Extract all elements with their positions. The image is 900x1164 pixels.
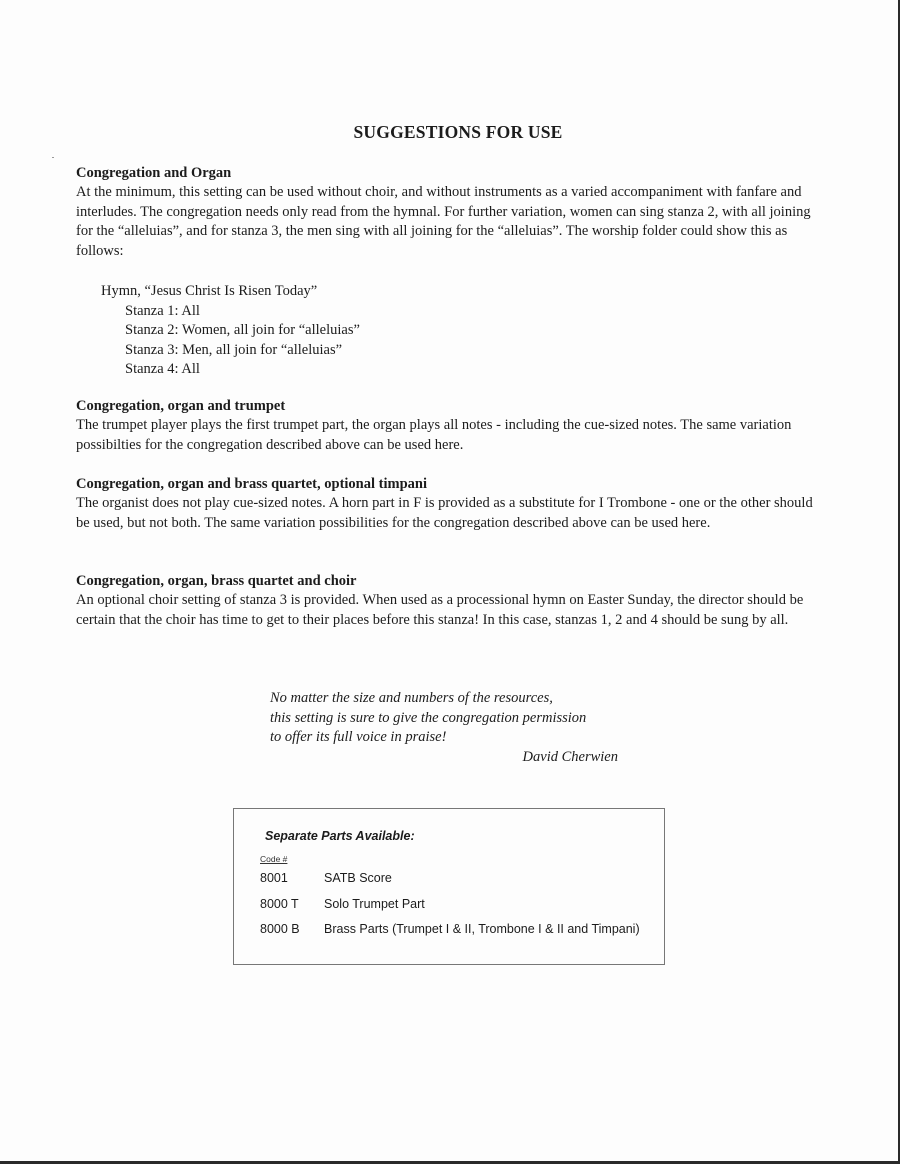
section-organ-trumpet	[76, 397, 828, 455]
section-congregation-organ	[76, 164, 828, 261]
stanza-line: Stanza 1: All	[125, 302, 200, 319]
quote-line: to offer its full voice in praise!	[270, 729, 447, 745]
part-row	[260, 871, 392, 885]
part-row	[260, 922, 640, 936]
part-code: 8000 T	[260, 897, 299, 911]
quote-line: No matter the size and numbers of the resources,	[270, 690, 553, 706]
section-brass-quartet	[76, 475, 828, 533]
closing-quote	[270, 689, 630, 767]
section-heading: Congregation, organ and trumpet	[76, 398, 286, 414]
part-code: 8001	[260, 871, 288, 885]
stanza-line: Stanza 3: Men, all join for “alleluias”	[125, 341, 343, 358]
stanza-line: Stanza 2: Women, all join for “alleluias”	[125, 322, 360, 338]
scan-speck	[52, 157, 54, 158]
part-description: Brass Parts (Trumpet I & II, Trombone I & II and Timpani)	[324, 922, 640, 936]
quote-author: David Cherwien	[522, 748, 618, 765]
part-description: SATB Score	[324, 871, 392, 885]
part-code: 8000 B	[260, 922, 300, 936]
parts-available-box	[233, 808, 665, 965]
hymn-listing	[101, 282, 360, 380]
section-heading: Congregation, organ, brass quartet and choir	[76, 573, 357, 589]
hymn-title: Hymn, “Jesus Christ Is Risen Today”	[101, 283, 318, 299]
section-body: The organist does not play cue-sized notes. A horn part in F is provided as a substitute for I Trombone - one or the other should be used, but not both. The same variation possibilities for the congregation described above can be used here.	[76, 495, 813, 531]
code-column-label: Code #	[260, 854, 288, 864]
part-row	[260, 897, 425, 911]
section-heading: Congregation, organ and brass quartet, optional timpani	[76, 476, 427, 492]
section-brass-choir	[76, 572, 828, 630]
parts-box-title: Separate Parts Available:	[265, 829, 415, 843]
section-body: An optional choir setting of stanza 3 is provided. When used as a processional hymn on Easter Sunday, the director should be certain that the choir has time to get to their places before this stanza! In this case, stanzas 1, 2 and 4 should be sung by all.	[76, 592, 804, 628]
part-description: Solo Trumpet Part	[324, 897, 425, 911]
section-body: At the minimum, this setting can be used without choir, and without instruments as a varied accompaniment with fanfare and interludes. The congregation needs only read from the hymnal. For further variation, women can sing stanza 2, with all joining for the “alleluias”, and for stanza 3, the men sing with all joining for the “alleluias”. The worship folder could show this as follows:	[76, 184, 811, 259]
section-heading: Congregation and Organ	[76, 165, 232, 181]
quote-line: this setting is sure to give the congregation permission	[270, 709, 587, 726]
stanza-line: Stanza 4: All	[125, 361, 200, 377]
section-body: The trumpet player plays the first trumpet part, the organ plays all notes - including the cue-sized notes. The same variation possibilties for the congregation described above can be used here.	[76, 417, 792, 453]
page-title: SUGGESTIONS FOR USE	[353, 122, 563, 142]
